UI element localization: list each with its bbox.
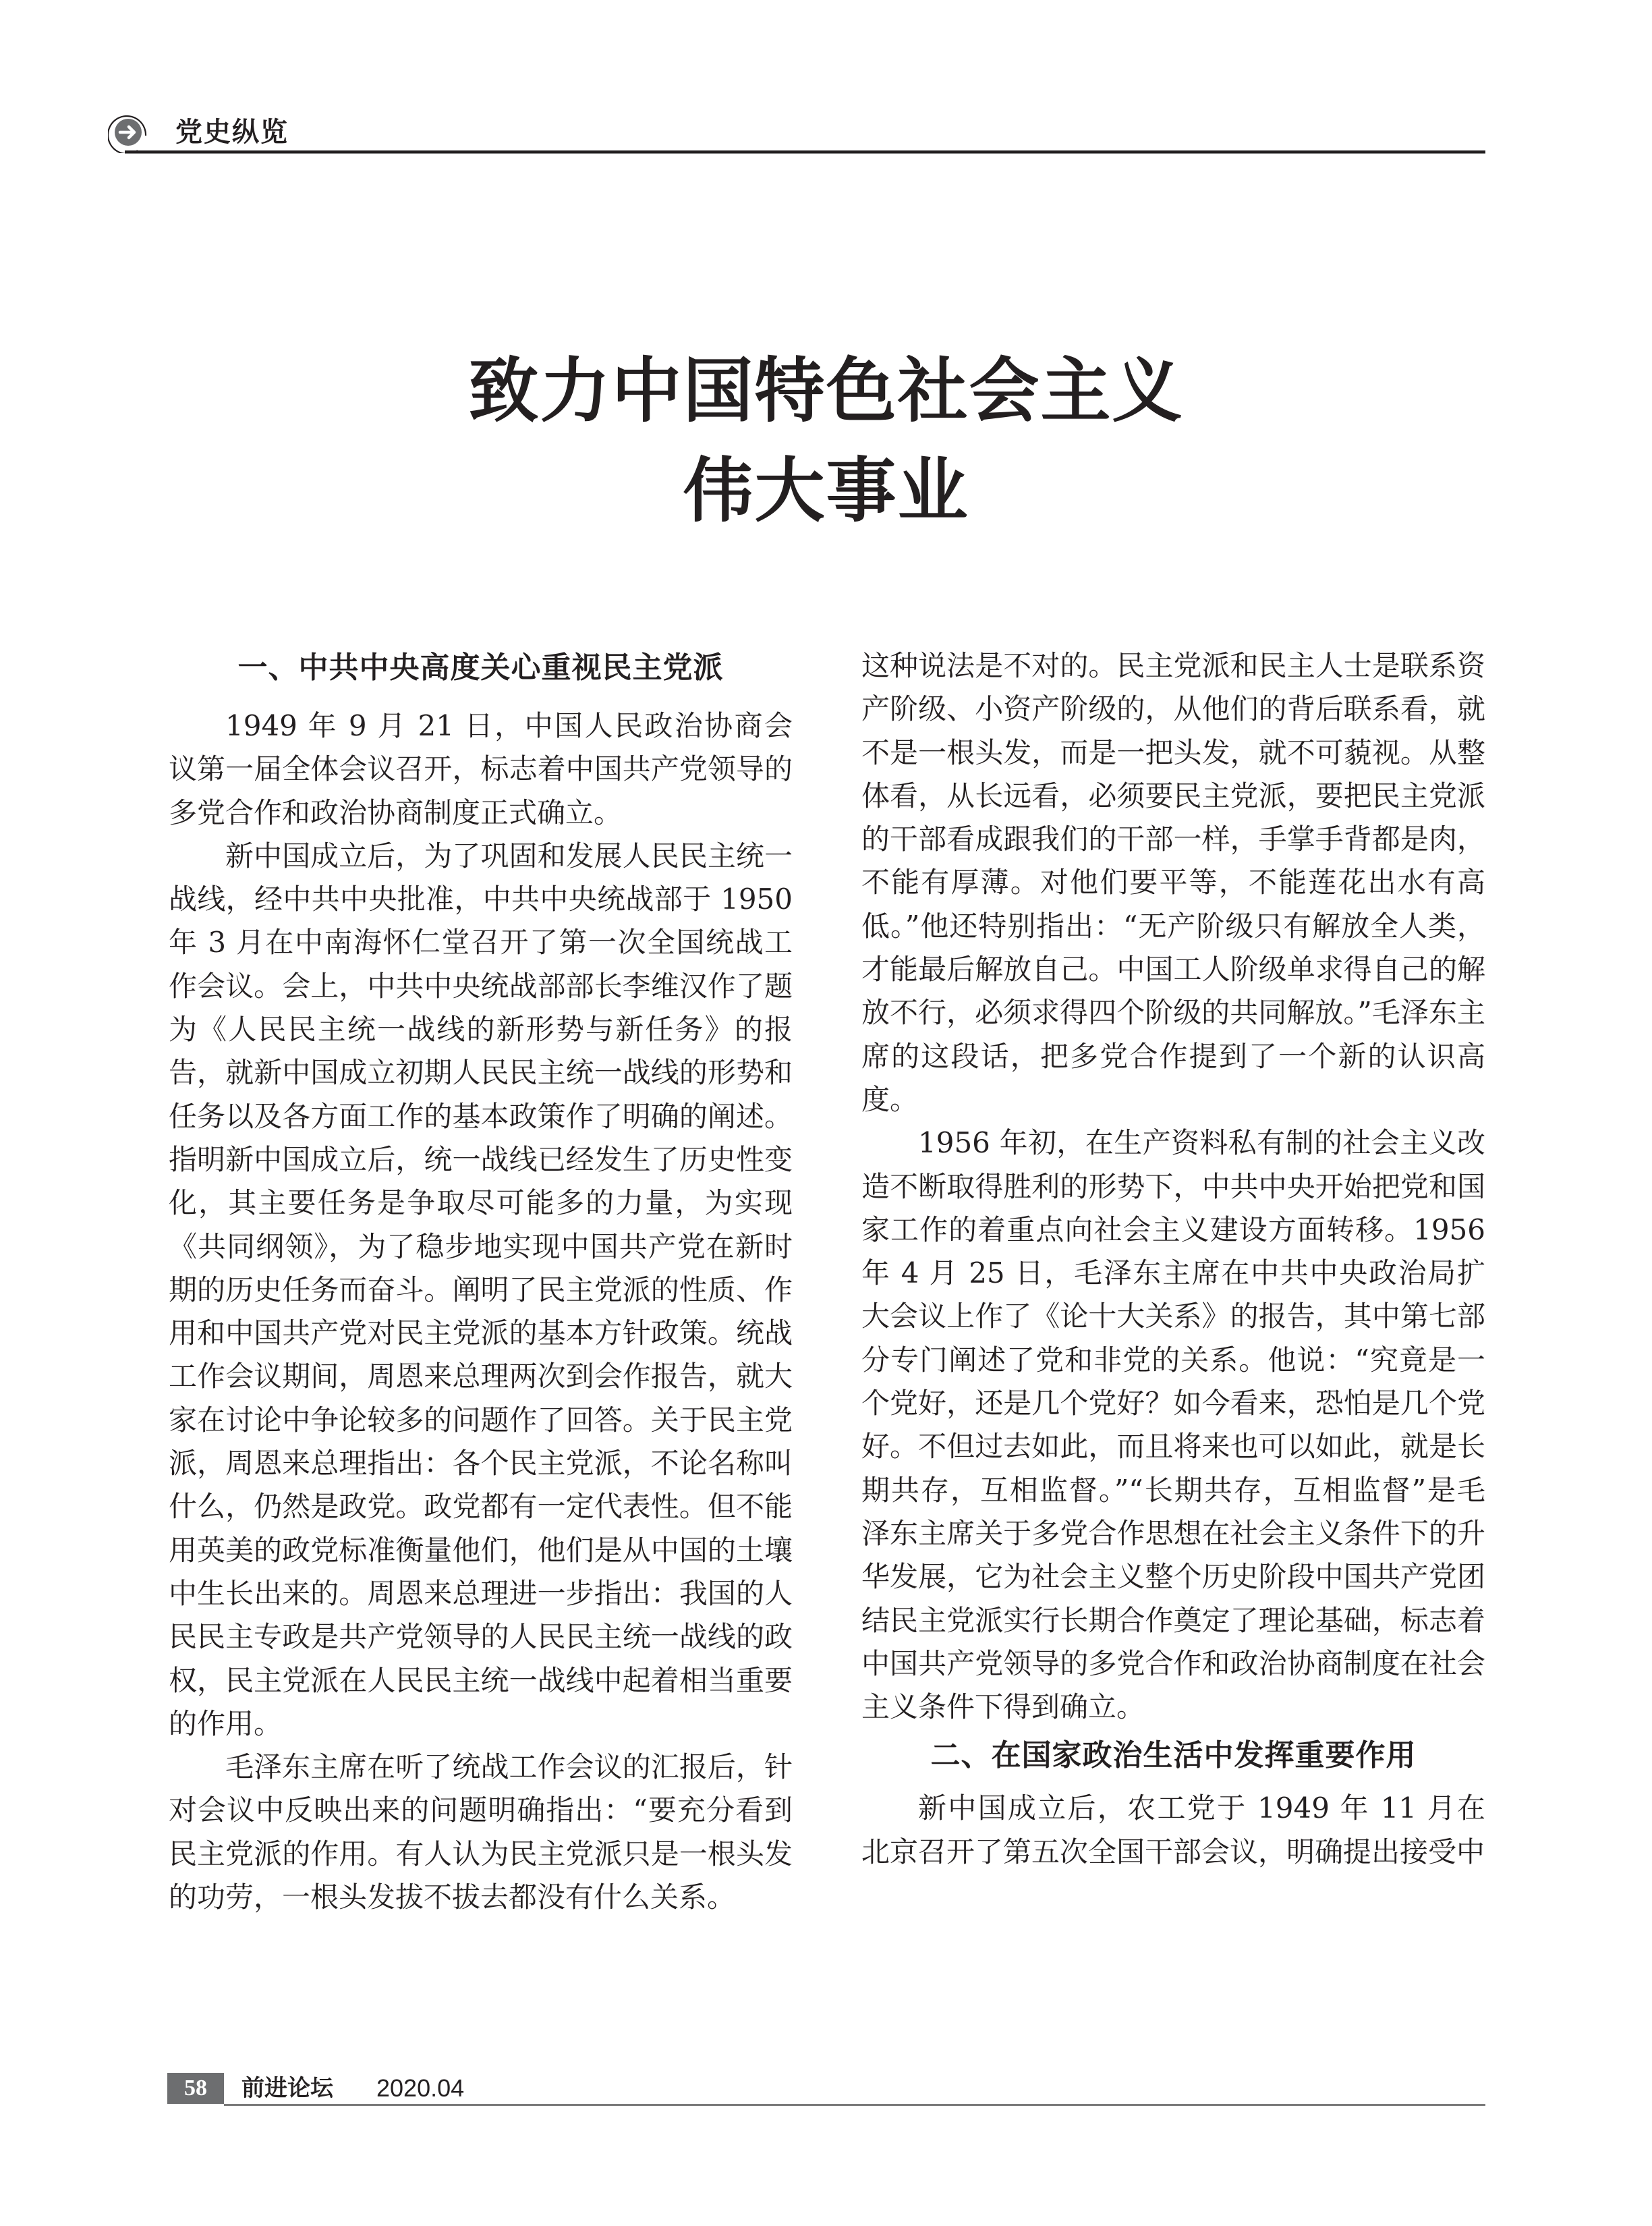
right-column <box>861 644 1485 1874</box>
header-rule <box>125 150 1485 154</box>
paragraph: 毛泽东主席在听了统战工作会议的汇报后，针对会议中反映出来的问题明确指出：“要充分看到民主党派的作用。有人认为民主党派只是一根头发的功劳，一根头发拔不拔去都没有什么关系。 <box>169 1750 793 1914</box>
section-heading-1: 一、中共中央高度关心重视民主党派 <box>237 650 724 685</box>
page-number: 58 <box>167 2073 224 2104</box>
left-column <box>169 641 793 1919</box>
section-heading-2: 二、在国家政治生活中发挥重要作用 <box>930 1738 1417 1773</box>
title-line-1: 致力中国特色社会主义 <box>468 350 1184 432</box>
paragraph: 1956 年初，在生产资料私有制的社会主义改造不断取得胜利的形势下，中共中央开始把党和国家工作的着重点向社会主义建设方面转移。1956 年 4 月 25 日，毛泽东主席在中共中央政治局扩大会议上作了《论十大关系》的报告，其中第七部分专门阐述了党和非党的关系。他说：“究竟是一个党好，还是几个党好？如今看来，恐怕是几个党好。不但过去如此，而且将来也可以如此，就是长期共存，互相监督。”“长期共存，互相监督”是毛泽东主席关于多党合作思想在社会主义条件下的升华发展，它为社会主义整个历史阶段中国共产党团结民主党派实行长期合作奠定了理论基础，标志着中国共产党领导的多党合作和政治协商制度在社会主义条件下得到确立。 <box>861 1126 1485 1724</box>
title-line-2: 伟大事业 <box>683 449 969 532</box>
page-footer <box>167 2073 1485 2108</box>
paragraph: 新中国成立后，为了巩固和发展人民民主统一战线，经中共中央批准，中共中央统战部于 1950 年 3 月在中南海怀仁堂召开了第一次全国统战工作会议。会上，中共中央统战部部长李维汉作了题为《人民民主统一战线的新形势与新任务》的报告，就新中国成立初期人民民主统一战线的形势和任务以及各方面工作的基本政策作了明确的阐述。指明新中国成立后，统一战线已经发生了历史性变化，其主要任务是争取尽可能多的力量，为实现《共同纲领》，为了稳步地实现中国共产党在新时期的历史任务而奋斗。阐明了民主党派的性质、作用和中国共产党对民主党派的基本方针政策。统战工作会议期间，周恩来总理两次到会作报告，就大家在讨论中争论较多的问题作了回答。关于民主党派，周恩来总理指出：各个民主党派，不论名称叫什么，仍然是政党。政党都有一定代表性。但不能用英美的政党标准衡量他们，他们是从中国的土壤中生长出来的。周恩来总理进一步指出：我国的人民民主专政是共产党领导的人民民主统一战线的政权，民主党派在人民民主统一战线中起着相当重要的作用。 <box>169 839 793 1740</box>
paragraph: 新中国成立后，农工党于 1949 年 11 月在北京召开了第五次全国干部会议，明确提出接受中 <box>861 1791 1485 1868</box>
paragraph-continuation: 这种说法是不对的。民主党派和民主人士是联系资产阶级、小资产阶级的，从他们的背后联系看，就不是一根头发，而是一把头发，就不可藐视。从整体看，从长远看，必须要民主党派，要把民主党派的干部看成跟我们的干部一样，手掌手背都是肉，不能有厚薄。对他们要平等，不能莲花出水有高低。”他还特别指出：“无产阶级只有解放全人类，才能最后解放自己。中国工人阶级单求得自己的解放不行，必须求得四个阶级的共同解放。”毛泽东主席的这段话，把多党合作提到了一个新的认识高度。 <box>861 649 1485 1116</box>
issue-number: 2020.04 <box>376 2074 465 2102</box>
journal-name: 前进论坛 <box>241 2075 333 2102</box>
section-header <box>108 108 1485 169</box>
article-title <box>0 341 1652 540</box>
section-label: 党史纵览 <box>175 117 289 148</box>
paragraph: 1949 年 9 月 21 日，中国人民政治协商会议第一届全体会议召开，标志着中国共产党领导的多党合作和政治协商制度正式确立。 <box>169 709 793 829</box>
footer-rule <box>224 2104 1485 2106</box>
arrow-right-circle-icon <box>108 111 150 153</box>
